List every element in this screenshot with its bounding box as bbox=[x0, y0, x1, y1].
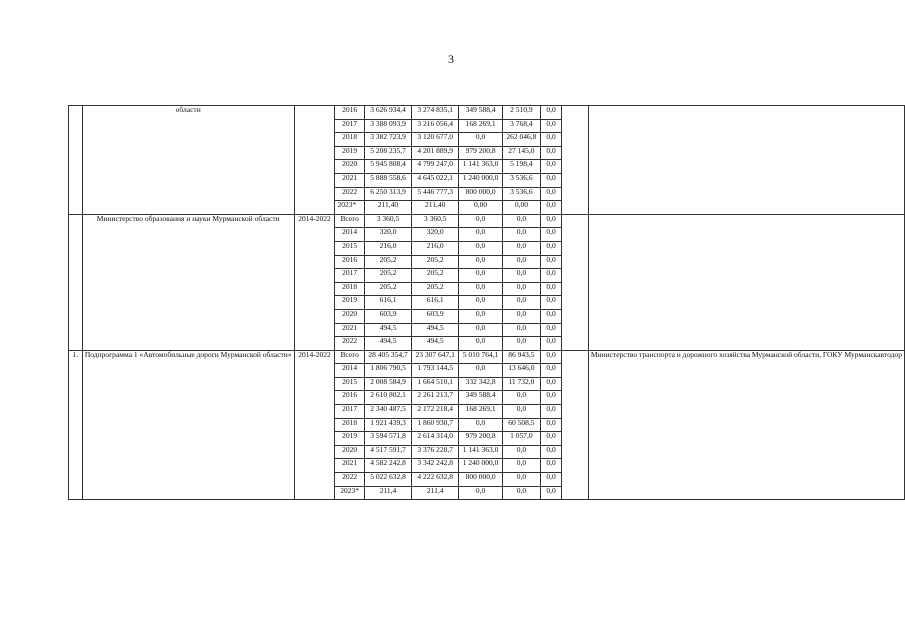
value-cell: 0,0 bbox=[540, 173, 561, 187]
value-cell: 3 216 056,4 bbox=[412, 119, 459, 133]
value-cell: 0,0 bbox=[502, 391, 540, 405]
empty-cell bbox=[562, 106, 589, 215]
value-cell: 616,1 bbox=[364, 296, 411, 310]
value-cell: 0,0 bbox=[540, 255, 561, 269]
value-cell: 0,0 bbox=[502, 269, 540, 283]
value-cell: 0,0 bbox=[459, 214, 503, 228]
year-cell: 2018 bbox=[335, 133, 364, 147]
table-row bbox=[69, 106, 905, 120]
value-cell: 0,0 bbox=[540, 133, 561, 147]
year-cell: 2022 bbox=[335, 337, 364, 351]
value-cell: 0,0 bbox=[502, 445, 540, 459]
value-cell: 0,0 bbox=[540, 459, 561, 473]
value-cell: 0,0 bbox=[459, 255, 503, 269]
value-cell: 4 799 247,0 bbox=[412, 160, 459, 174]
year-cell: 2022 bbox=[335, 187, 364, 201]
value-cell: 0,0 bbox=[502, 459, 540, 473]
value-cell: 0,0 bbox=[540, 445, 561, 459]
value-cell: 0,0 bbox=[540, 473, 561, 487]
year-cell: Всего bbox=[335, 350, 364, 364]
value-cell: 0,0 bbox=[540, 187, 561, 201]
value-cell: 2 614 314,0 bbox=[412, 432, 459, 446]
value-cell: 0,0 bbox=[502, 405, 540, 419]
value-cell: 800 000,0 bbox=[459, 473, 503, 487]
value-cell: 3 360,5 bbox=[412, 214, 459, 228]
value-cell: 0,0 bbox=[540, 350, 561, 364]
value-cell: 5 010 764,1 bbox=[459, 350, 503, 364]
value-cell: 28 405 354,7 bbox=[364, 350, 411, 364]
value-cell: 205,2 bbox=[412, 269, 459, 283]
value-cell: 320,0 bbox=[364, 228, 411, 242]
value-cell: 979 200,8 bbox=[459, 432, 503, 446]
empty-cell bbox=[562, 214, 589, 350]
value-cell: 616,1 bbox=[412, 296, 459, 310]
value-cell: 4 222 632,8 bbox=[412, 473, 459, 487]
value-cell: 60 508,5 bbox=[502, 418, 540, 432]
value-cell: 3 342 242,8 bbox=[412, 459, 459, 473]
value-cell: 1 141 363,0 bbox=[459, 160, 503, 174]
year-cell: 2021 bbox=[335, 173, 364, 187]
value-cell: 205,2 bbox=[412, 282, 459, 296]
row-number-cell bbox=[69, 214, 83, 350]
value-cell: 3 768,4 bbox=[502, 119, 540, 133]
value-cell: 211,4 bbox=[364, 486, 411, 500]
year-cell: 2022 bbox=[335, 473, 364, 487]
value-cell: 4 517 591,7 bbox=[364, 445, 411, 459]
year-cell: 2023* bbox=[335, 201, 364, 215]
value-cell: 4 582 242,8 bbox=[364, 459, 411, 473]
year-cell: 2019 bbox=[335, 146, 364, 160]
value-cell: 0,0 bbox=[540, 160, 561, 174]
value-cell: 0,00 bbox=[502, 201, 540, 215]
value-cell: 3 382 723,9 bbox=[364, 133, 411, 147]
value-cell: 0,0 bbox=[459, 418, 503, 432]
value-cell: 0,0 bbox=[459, 282, 503, 296]
value-cell: 349 588,4 bbox=[459, 391, 503, 405]
table-row bbox=[69, 350, 905, 364]
value-cell: 1 240 000,0 bbox=[459, 459, 503, 473]
value-cell: 0,0 bbox=[540, 214, 561, 228]
value-cell: 2 008 584,9 bbox=[364, 377, 411, 391]
value-cell: 0,0 bbox=[540, 377, 561, 391]
value-cell: 494,5 bbox=[364, 323, 411, 337]
budget-table bbox=[68, 105, 905, 500]
value-cell: 0,0 bbox=[540, 364, 561, 378]
year-cell: 2020 bbox=[335, 445, 364, 459]
value-cell: 4 201 889,9 bbox=[412, 146, 459, 160]
value-cell: 6 250 313,9 bbox=[364, 187, 411, 201]
value-cell: 603,9 bbox=[412, 309, 459, 323]
value-cell: 211,40 bbox=[364, 201, 411, 215]
year-cell: 2016 bbox=[335, 255, 364, 269]
year-cell: 2019 bbox=[335, 296, 364, 310]
value-cell: 2 340 487,5 bbox=[364, 405, 411, 419]
value-cell: 5 198,4 bbox=[502, 160, 540, 174]
value-cell: 0,0 bbox=[459, 228, 503, 242]
value-cell: 0,0 bbox=[502, 214, 540, 228]
year-cell: 2014 bbox=[335, 228, 364, 242]
value-cell: 3 626 934,4 bbox=[364, 106, 411, 120]
year-cell: 2020 bbox=[335, 309, 364, 323]
value-cell: 216,0 bbox=[364, 241, 411, 255]
value-cell: 3 536,6 bbox=[502, 187, 540, 201]
value-cell: 0,0 bbox=[459, 241, 503, 255]
value-cell: 0,0 bbox=[459, 486, 503, 500]
value-cell: 5 446 777,3 bbox=[412, 187, 459, 201]
row-number-cell bbox=[69, 106, 83, 215]
value-cell: 0,0 bbox=[540, 309, 561, 323]
block-label-cell: Министерство образования и науки Мурманской области bbox=[82, 214, 294, 350]
executor-cell bbox=[588, 106, 904, 215]
year-cell: Всего bbox=[335, 214, 364, 228]
value-cell: 3 274 835,1 bbox=[412, 106, 459, 120]
value-cell: 4 645 022,1 bbox=[412, 173, 459, 187]
value-cell: 0,0 bbox=[540, 323, 561, 337]
value-cell: 0,0 bbox=[502, 486, 540, 500]
page-number: 3 bbox=[448, 52, 454, 66]
year-cell: 2017 bbox=[335, 405, 364, 419]
value-cell: 0,0 bbox=[540, 486, 561, 500]
value-cell: 0,0 bbox=[502, 282, 540, 296]
executor-cell: Министерство транспорта и дорожного хозяйства Мурманской области, ГОКУ Мурманскавтодор bbox=[588, 350, 904, 500]
value-cell: 0,0 bbox=[540, 119, 561, 133]
value-cell: 494,5 bbox=[364, 337, 411, 351]
value-cell: 3 120 677,0 bbox=[412, 133, 459, 147]
block-label-cell: Подпрограмма 1 «Автомобильные дороги Мурманской области» bbox=[82, 350, 294, 500]
value-cell: 1 141 363,0 bbox=[459, 445, 503, 459]
value-cell: 0,0 bbox=[540, 201, 561, 215]
value-cell: 0,0 bbox=[540, 282, 561, 296]
value-cell: 0,0 bbox=[459, 133, 503, 147]
value-cell: 3 360,5 bbox=[364, 214, 411, 228]
year-cell: 2016 bbox=[335, 106, 364, 120]
year-cell: 2016 bbox=[335, 391, 364, 405]
value-cell: 2 510,9 bbox=[502, 106, 540, 120]
value-cell: 0,0 bbox=[540, 405, 561, 419]
value-cell: 1 057,0 bbox=[502, 432, 540, 446]
value-cell: 0,0 bbox=[502, 337, 540, 351]
value-cell: 211,40 bbox=[412, 201, 459, 215]
value-cell: 0,0 bbox=[540, 432, 561, 446]
value-cell: 3 536,6 bbox=[502, 173, 540, 187]
value-cell: 205,2 bbox=[364, 282, 411, 296]
value-cell: 211,4 bbox=[412, 486, 459, 500]
value-cell: 2 610 802,1 bbox=[364, 391, 411, 405]
period-cell: 2014-2022 bbox=[294, 350, 335, 500]
year-cell: 2015 bbox=[335, 377, 364, 391]
value-cell: 0,0 bbox=[459, 364, 503, 378]
value-cell: 3 388 093,9 bbox=[364, 119, 411, 133]
value-cell: 0,0 bbox=[459, 269, 503, 283]
value-cell: 1 921 439,3 bbox=[364, 418, 411, 432]
value-cell: 168 269,1 bbox=[459, 119, 503, 133]
value-cell: 603,9 bbox=[364, 309, 411, 323]
value-cell: 168 269,1 bbox=[459, 405, 503, 419]
year-cell: 2020 bbox=[335, 160, 364, 174]
value-cell: 5 208 235,7 bbox=[364, 146, 411, 160]
year-cell: 2021 bbox=[335, 323, 364, 337]
block-label-cell: области bbox=[82, 106, 294, 215]
value-cell: 800 000,0 bbox=[459, 187, 503, 201]
value-cell: 0,0 bbox=[540, 269, 561, 283]
value-cell: 0,0 bbox=[502, 228, 540, 242]
value-cell: 23 307 647,1 bbox=[412, 350, 459, 364]
table-row bbox=[69, 214, 905, 228]
value-cell: 0,0 bbox=[502, 323, 540, 337]
executor-cell bbox=[588, 214, 904, 350]
row-number-cell: 1. bbox=[69, 350, 83, 500]
value-cell: 0,0 bbox=[502, 309, 540, 323]
year-cell: 2021 bbox=[335, 459, 364, 473]
year-cell: 2017 bbox=[335, 119, 364, 133]
value-cell: 0,0 bbox=[459, 337, 503, 351]
value-cell: 0,0 bbox=[540, 146, 561, 160]
value-cell: 13 646,0 bbox=[502, 364, 540, 378]
value-cell: 0,0 bbox=[502, 255, 540, 269]
value-cell: 1 806 790,5 bbox=[364, 364, 411, 378]
year-cell: 2017 bbox=[335, 269, 364, 283]
value-cell: 205,2 bbox=[364, 255, 411, 269]
value-cell: 0,0 bbox=[459, 323, 503, 337]
value-cell: 205,2 bbox=[412, 255, 459, 269]
value-cell: 0,0 bbox=[502, 241, 540, 255]
value-cell: 0,0 bbox=[540, 296, 561, 310]
value-cell: 494,5 bbox=[412, 337, 459, 351]
value-cell: 0,0 bbox=[540, 418, 561, 432]
period-cell: 2014-2022 bbox=[294, 214, 335, 350]
value-cell: 494,5 bbox=[412, 323, 459, 337]
value-cell: 0,0 bbox=[540, 228, 561, 242]
year-cell: 2019 bbox=[335, 432, 364, 446]
value-cell: 1 240 000,0 bbox=[459, 173, 503, 187]
value-cell: 86 943,5 bbox=[502, 350, 540, 364]
value-cell: 0,0 bbox=[540, 391, 561, 405]
year-cell: 2018 bbox=[335, 282, 364, 296]
value-cell: 3 594 571,8 bbox=[364, 432, 411, 446]
value-cell: 205,2 bbox=[364, 269, 411, 283]
year-cell: 2015 bbox=[335, 241, 364, 255]
value-cell: 2 261 213,7 bbox=[412, 391, 459, 405]
value-cell: 332 342,8 bbox=[459, 377, 503, 391]
value-cell: 5 888 558,6 bbox=[364, 173, 411, 187]
value-cell: 0,00 bbox=[459, 201, 503, 215]
value-cell: 0,0 bbox=[540, 106, 561, 120]
value-cell: 1 793 144,5 bbox=[412, 364, 459, 378]
year-cell: 2014 bbox=[335, 364, 364, 378]
value-cell: 27 145,0 bbox=[502, 146, 540, 160]
value-cell: 3 376 228,7 bbox=[412, 445, 459, 459]
value-cell: 0,0 bbox=[502, 473, 540, 487]
empty-cell bbox=[562, 350, 589, 500]
value-cell: 0,0 bbox=[459, 296, 503, 310]
period-cell bbox=[294, 106, 335, 215]
value-cell: 0,0 bbox=[540, 241, 561, 255]
value-cell: 0,0 bbox=[540, 337, 561, 351]
value-cell: 0,0 bbox=[459, 309, 503, 323]
value-cell: 349 588,4 bbox=[459, 106, 503, 120]
value-cell: 0,0 bbox=[502, 296, 540, 310]
value-cell: 1 860 930,7 bbox=[412, 418, 459, 432]
year-cell: 2023* bbox=[335, 486, 364, 500]
value-cell: 2 172 218,4 bbox=[412, 405, 459, 419]
value-cell: 216,0 bbox=[412, 241, 459, 255]
year-cell: 2018 bbox=[335, 418, 364, 432]
value-cell: 1 664 510,1 bbox=[412, 377, 459, 391]
value-cell: 320,0 bbox=[412, 228, 459, 242]
value-cell: 5 022 632,8 bbox=[364, 473, 411, 487]
value-cell: 5 945 808,4 bbox=[364, 160, 411, 174]
value-cell: 262 046,8 bbox=[502, 133, 540, 147]
value-cell: 11 732,0 bbox=[502, 377, 540, 391]
value-cell: 979 200,8 bbox=[459, 146, 503, 160]
